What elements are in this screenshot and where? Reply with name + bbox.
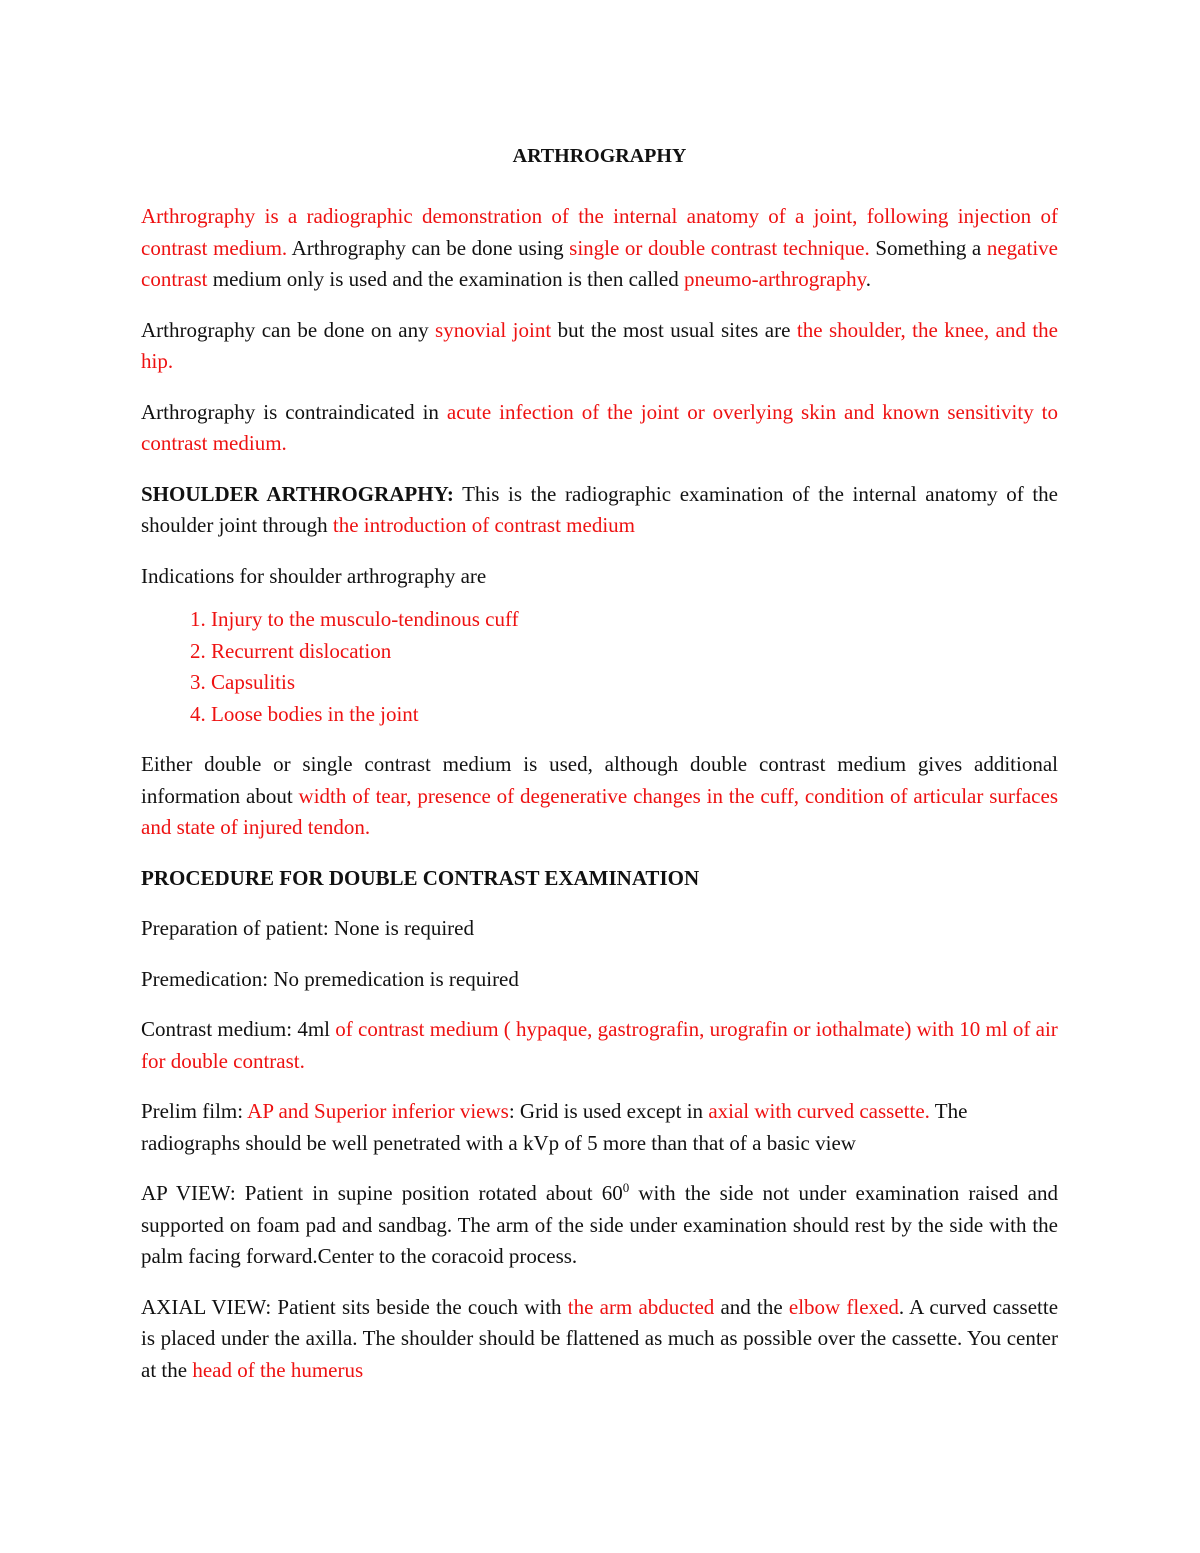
shoulder-contrast: the introduction of contrast medium <box>332 513 636 537</box>
page-title: ARTHROGRAPHY <box>512 145 687 167</box>
indications-list <box>141 604 1058 730</box>
indications-intro: Indications for shoulder arthrography are <box>141 563 487 588</box>
contrast-medium-label: Contrast medium: 4ml <box>141 1017 336 1041</box>
ap-view-text: with the side not under examination raised and supported on foam pad and sandbag. The arm of the side under examination should rest by the side with the palm facing forward.Center to the coracoid process. <box>141 1181 1058 1268</box>
sites-text: Arthrography can be done on any <box>141 317 436 342</box>
contra-text: Arthrography is contraindicated in <box>141 399 447 424</box>
contrast-paragraph <box>141 749 1058 844</box>
contrast-medium-details: of contrast medium ( hypaque, gastrografin, urografin or iothalmate) with 10 ml of air for double contrast. <box>141 1017 1058 1073</box>
shoulder-heading: SHOULDER ARTHROGRAPHY: <box>141 481 454 506</box>
axial-view-text: and the <box>714 1294 789 1319</box>
intro-text: medium only is used and the examination is then called <box>207 267 684 291</box>
prelim-paragraph <box>141 1096 1058 1159</box>
contraindication-paragraph <box>141 397 1058 460</box>
axial-view-paragraph <box>141 1292 1058 1387</box>
contrast-medium-paragraph <box>141 1014 1058 1077</box>
list-item: 1. Injury to the musculo-tendinous cuff <box>211 604 1058 636</box>
sites-list: the shoulder, the knee, and the hip. <box>141 317 1058 373</box>
prelim-label: Prelim film: <box>141 1099 248 1123</box>
prelim-axial: axial with curved cassette. <box>708 1099 930 1123</box>
intro-technique: single or double contrast technique. <box>569 235 870 260</box>
list-item: 2. Recurrent dislocation <box>211 636 1058 668</box>
contrast-width-of-tear: width of tear <box>298 783 407 808</box>
axial-elbow-flexed: elbow flexed <box>788 1294 899 1319</box>
degree-superscript: 0 <box>622 1180 630 1195</box>
axial-arm-abducted: the arm abducted <box>567 1294 715 1319</box>
intro-text: . <box>865 267 871 291</box>
prelim-views: AP and Superior inferior views <box>247 1099 509 1123</box>
contra-conditions: acute infection of the joint or overlying skin and known sensitivity to contrast medium. <box>141 399 1059 455</box>
premedication-line: Premedication: No premedication is required <box>141 966 519 991</box>
contrast-details: presence of degenerative changes in the cuff, condition of articular surfaces and state of injured tendon. <box>141 783 1058 839</box>
shoulder-text: This is the radiographic examination of the internal anatomy of the shoulder joint through <box>141 481 1058 537</box>
contrast-text: Either double or single contrast medium is used, although double contrast medium gives additional information about <box>141 752 1058 808</box>
intro-text: Arthrography can be done using <box>287 235 570 260</box>
intro-definition: Arthrography is a radiographic demonstration of the internal anatomy of a joint, following injection of contrast medium. <box>141 204 1058 260</box>
list-item: 3. Capsulitis <box>211 667 1058 699</box>
ap-view-paragraph <box>141 1178 1058 1273</box>
intro-text: Something a <box>869 235 987 260</box>
document-page <box>141 130 1058 1405</box>
contrast-comma: , <box>406 783 418 808</box>
intro-negative-contrast: negative contrast <box>141 235 1058 291</box>
ap-view-text: AP VIEW: Patient in supine position rotated about 60 <box>141 1181 623 1205</box>
axial-head-humerus: head of the humerus <box>192 1357 364 1382</box>
axial-view-text: . A curved cassette is placed under the axilla. The shoulder should be flattened as much as possible over the cassette. You center at the <box>141 1294 1059 1382</box>
axial-view-text: AXIAL VIEW: Patient sits beside the couch with <box>141 1294 568 1319</box>
prelim-text: The radiographs should be well penetrated with a kVp of 5 more than that of a basic view <box>141 1099 968 1155</box>
sites-paragraph <box>141 315 1058 378</box>
prelim-text: : Grid is used except in <box>508 1099 709 1123</box>
shoulder-paragraph <box>141 479 1058 542</box>
list-item: 4. Loose bodies in the joint <box>211 699 1058 731</box>
sites-text: but the most usual sites are <box>551 317 797 342</box>
procedure-heading: PROCEDURE FOR DOUBLE CONTRAST EXAMINATION <box>141 865 700 890</box>
sites-synovial: synovial joint <box>435 317 552 342</box>
intro-paragraph <box>141 201 1058 296</box>
intro-pneumo: pneumo-arthrography <box>683 267 866 291</box>
preparation-line: Preparation of patient: None is required <box>141 916 474 940</box>
